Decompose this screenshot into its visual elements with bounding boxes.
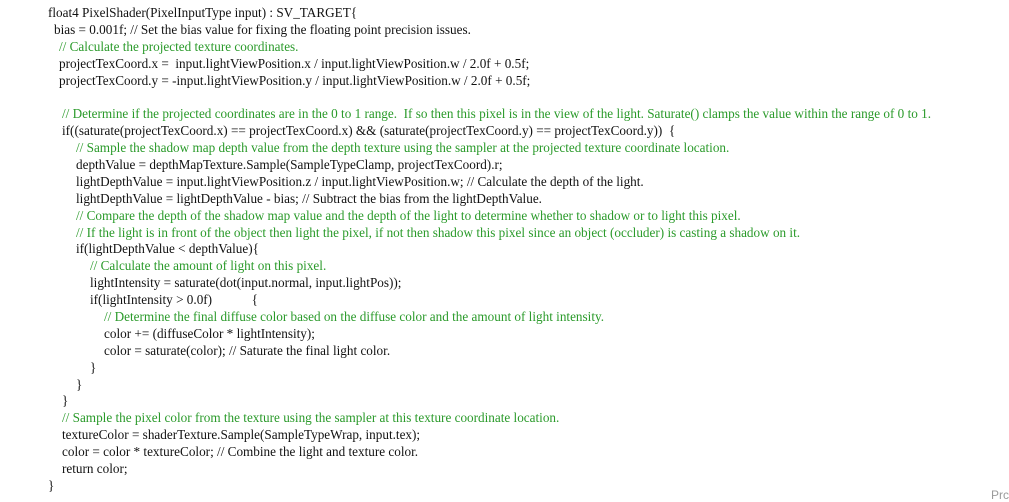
code-line [0,393,1009,410]
code-text: } [48,477,55,493]
comment-text: // Calculate the amount of light on this pixel. [90,258,327,274]
code-text: lightIntensity = saturate(dot(input.normal, input.lightPos)); [90,275,402,291]
code-text: if(lightDepthValue < depthValue){ [76,241,259,257]
code-line [0,258,1009,275]
corner-text: Prc [991,488,1009,502]
code-text: lightDepthValue = lightDepthValue - bias; // Subtract the bias from the lightDepthValue. [76,190,542,206]
comment-text: // Determine the final diffuse color based on the diffuse color and the amount of light intensity. [104,309,605,325]
code-line [0,478,1009,495]
code-line [0,208,1009,225]
comment-text: // Sample the shadow map depth value from the depth texture using the sampler at the projected texture coordinate location. [76,140,730,156]
code-text: return color; [62,461,128,477]
comment-text: // Sample the pixel color from the texture using the sampler at this texture coordinate location. [62,410,560,426]
code-line [0,106,1009,123]
code-text: projectTexCoord.x = input.lightViewPosition.x / input.lightViewPosition.w / 2.0f + 0.5f; [59,55,530,71]
code-text: } [62,393,69,409]
code-line [0,309,1009,326]
comment-text: // Compare the depth of the shadow map value and the depth of the light to determine whether to shadow or to light this pixel. [76,207,741,223]
code-text: float4 PixelShader(PixelInputType input) : SV_TARGET{ [48,5,358,20]
code-text: } [90,359,97,375]
code-line [0,157,1009,174]
code-text: if(lightIntensity > 0.0f) { [90,292,258,308]
code-text: color = color * textureColor; // Combine the light and texture color. [62,444,419,460]
code-line [0,292,1009,309]
code-line [0,444,1009,461]
code-line [0,22,1009,39]
comment-text: // Calculate the projected texture coordinates. [59,38,299,54]
code-line [0,89,1009,106]
code-text: if((saturate(projectTexCoord.x) == projectTexCoord.x) && (saturate(projectTexCoord.y) == projectTexCoord.y)) { [62,123,676,139]
code-line [0,275,1009,292]
code-line [0,39,1009,56]
code-line [0,427,1009,444]
code-line [0,123,1009,140]
code-text: color = saturate(color); // Saturate the final light color. [104,342,391,358]
code-text: } [76,376,83,392]
code-line [0,56,1009,73]
code-line [0,326,1009,343]
code-line [0,360,1009,377]
code-line [0,343,1009,360]
code-text: lightDepthValue = input.lightViewPosition.z / input.lightViewPosition.w; // Calculate the depth of the light. [76,173,644,189]
comment-text: // If the light is in front of the object then light the pixel, if not then shadow this pixel since an object (occluder) is casting a shadow on it. [76,224,801,240]
comment-text: // Determine if the projected coordinates are in the 0 to 1 range. If so then this pixel is in the view of the light. Saturate() clamps the value within the range of 0 to 1. [62,106,932,122]
code-line [0,191,1009,208]
code-text: projectTexCoord.y = -input.lightViewPosition.y / input.lightViewPosition.w / 2.0f + 0.5f; [59,72,531,88]
code-text: bias = 0.001f; // Set the bias value for fixing the floating point precision issues. [54,21,471,37]
code-line [0,377,1009,394]
code-line [0,461,1009,478]
code-listing [0,5,1009,495]
code-line [0,5,1009,22]
code-text: color += (diffuseColor * lightIntensity); [104,325,315,341]
code-line [0,140,1009,157]
code-line [0,241,1009,258]
code-line [0,225,1009,242]
code-text: textureColor = shaderTexture.Sample(SampleTypeWrap, input.tex); [62,427,421,443]
code-line [0,73,1009,90]
code-text: depthValue = depthMapTexture.Sample(SampleTypeClamp, projectTexCoord).r; [76,157,503,173]
code-line [0,410,1009,427]
code-line [0,174,1009,191]
